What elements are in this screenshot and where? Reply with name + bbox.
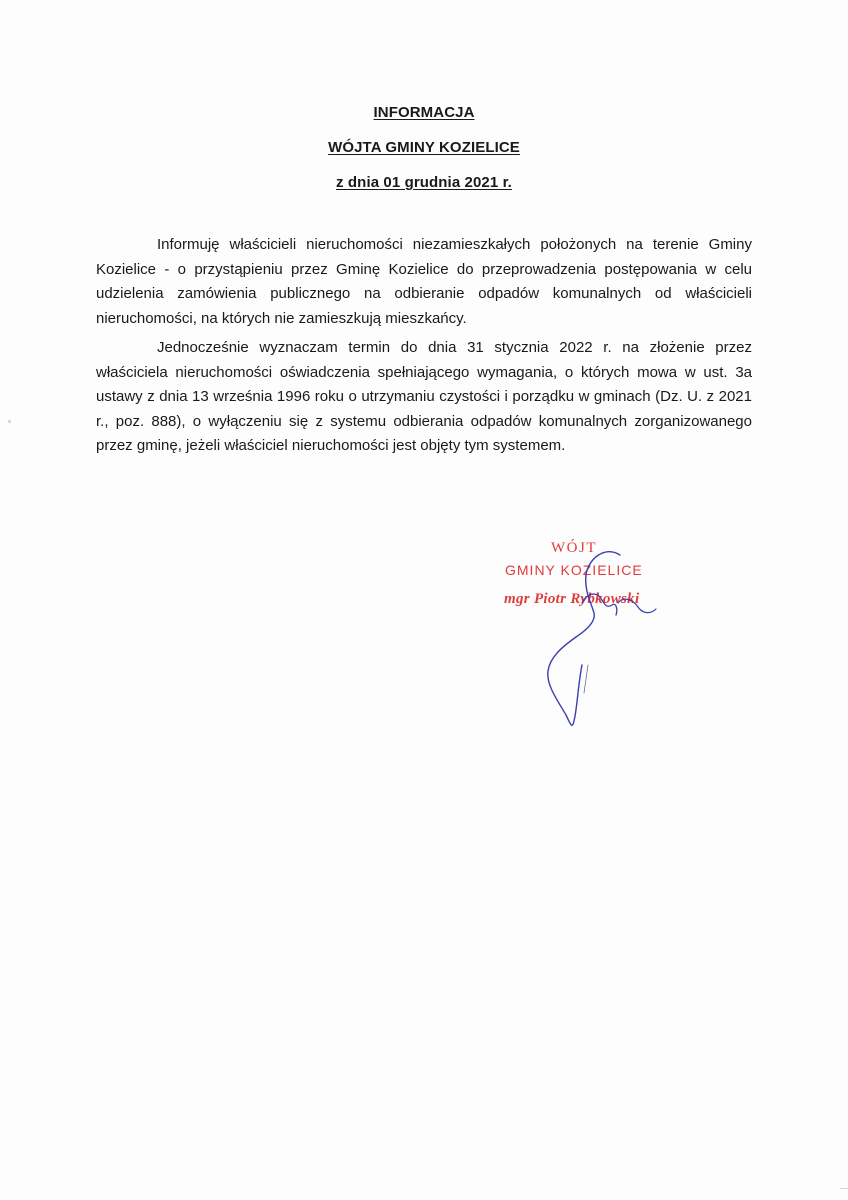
scan-mark	[8, 420, 11, 423]
document-title: INFORMACJA	[373, 104, 475, 121]
stamp-name: mgr Piotr Rybkowski	[504, 591, 640, 607]
signature-stroke	[548, 552, 620, 726]
stamp-office: GMINY KOZIELICE	[505, 562, 643, 578]
paragraph-deadline: Jednocześnie wyznaczam termin do dnia 31 stycznia 2022 r. na złożenie przez właściciela nieruchomości oświadczenia spełniającego wymagania, o których mowa w ust. 3a ustawy z dnia 13 września 1996 roku o utrzymaniu czystości i porządku w gminach (Dz. U. z 2021 r., poz. 888), o wyłączeniu się z systemu odbierania odpadów komunalnych zorganizowanego przez gminę, jeżeli właściciel nieruchomości jest objęty tym systemem.	[96, 339, 752, 454]
scan-mark	[840, 1188, 848, 1189]
document-date: z dnia 01 grudnia 2021 r.	[336, 174, 512, 191]
paragraph-announcement: Informuję właścicieli nieruchomości niezamieszkałych położonych na terenie Gminy Kozielice - o przystąpieniu przez Gminę Kozielice do przeprowadzenia postępowania w celu udzielenia zamówienia publicznego na odbieranie odpadów komunalnych od właścicieli nieruchomości, na których nie zamieszkują mieszkańcy.	[96, 236, 752, 327]
stamp-title: WÓJT	[551, 540, 597, 556]
signature-stroke	[584, 665, 588, 693]
signature-stroke	[582, 594, 617, 615]
document-issuer: WÓJTA GMINY KOZIELICE	[328, 139, 520, 156]
signature-stroke	[618, 599, 656, 612]
handwritten-signature	[470, 525, 670, 745]
